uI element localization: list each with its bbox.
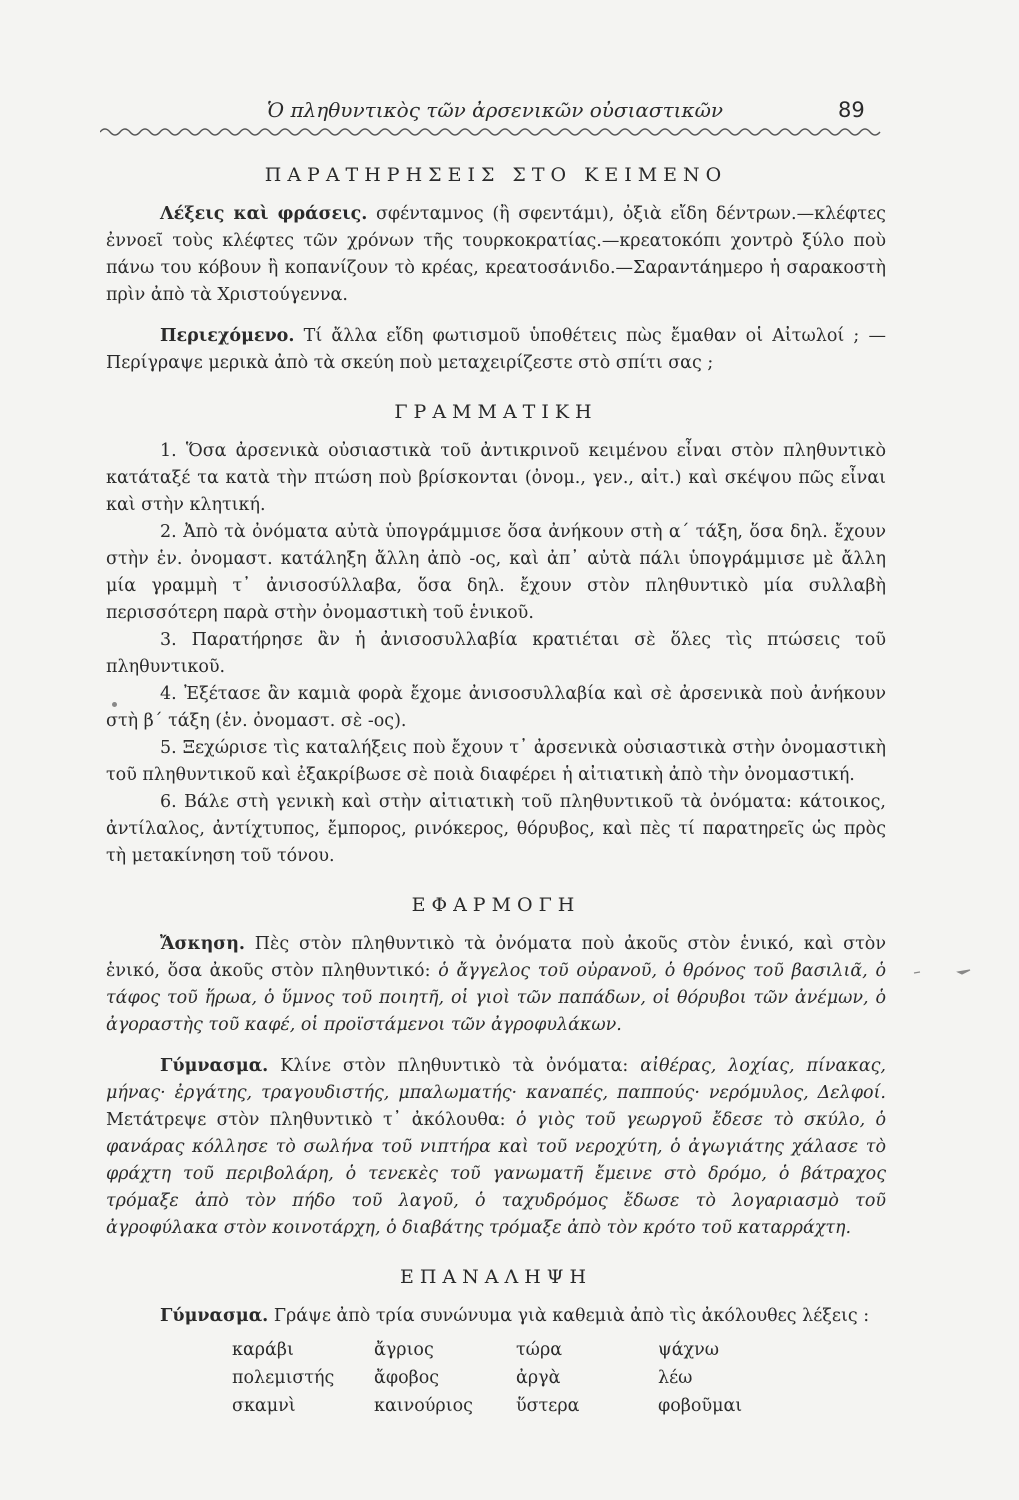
wavy-rule-divider (100, 126, 885, 138)
periexomeno-label: Περιεχόμενο. (160, 326, 295, 346)
gymnasma-words: αἰθέρας, λοχίας, πίνακας, μήνας· ἐργάτης, τραγουδιστής, μπαλωματής· καναπές, παππούς· νερόμυλος, Δελφοί. (106, 1056, 886, 1103)
synonyms-word-table (232, 1336, 800, 1420)
askisi-paragraph (106, 931, 886, 1039)
page-number: 89 (838, 98, 865, 122)
section-heading-epanalipsi: ΕΠΑΝΑΛΗΨΗ (399, 1266, 593, 1288)
grammar-item: 1. Ὅσα ἀρσενικὰ οὐσιαστικὰ τοῦ ἀντικρινοῦ κειμένου εἶναι στὸν πληθυντικὸ κατάταξέ τα κατὰ τὴν πτώση ποὺ βρίσκονται (ὀνομ., γεν., αἰτ.) καὶ σκέψου πῶς εἶναι καὶ στὴν κλητική. (106, 441, 886, 515)
word-cell: ἄφοβος (374, 1368, 440, 1388)
gymnasma-text: Κλίνε στὸν πληθυντικὸ τὰ ὀνόματα: (280, 1056, 629, 1076)
word-cell: τώρα (516, 1340, 563, 1360)
periexomeno-text: Τί ἄλλα εἴδη φωτισμοῦ ὑποθέτεις πὼς ἔμαθαν οἱ Αἰτωλοί ; —Περίγραψε μερικὰ ἀπὸ τὰ σκεύη ποὺ μεταχειρίζεστε στὸ σπίτι σας ; (106, 326, 886, 373)
running-title: Ὁ πληθυντικὸς τῶν ἀρσενικῶν οὐσιαστικῶν (266, 98, 724, 122)
lexeis-paragraph (106, 201, 886, 309)
print-speck-mark (112, 702, 117, 707)
word-row (232, 1364, 800, 1392)
epanalipsi-gymnasma-label: Γύμνασμα. (160, 1306, 269, 1326)
word-row (232, 1392, 800, 1420)
grammar-item: 5. Ξεχώρισε τὶς καταλήξεις ποὺ ἔχουν τ᾽ ἀρσενικὰ οὐσιαστικὰ στὴν ὀνομαστικὴ τοῦ πληθυντικοῦ καὶ ἐξακρίβωσε σὲ ποιὰ διαφέρει ἡ αἰτιατικὴ ἀπὸ τὴν ὀνομαστική. (106, 738, 886, 785)
margin-speck-mark (912, 968, 972, 976)
word-cell: ἄγριος (374, 1340, 434, 1360)
section-heading-grammatiki: ΓΡΑΜΜΑΤΙΚΗ (394, 401, 598, 423)
grammar-item: 2. Ἀπὸ τὰ ὀνόματα αὐτὰ ὑπογράμμισε ὅσα ἀνήκουν στὴ α΄ τάξη, ὅσα δηλ. ἔχουν στὴν ἑν. ὀνομαστ. κατάληξη ἄλλη ἀπὸ -ος, καὶ ἀπ᾽ αὐτὰ πάλι ὑπογράμμισε μὲ ἄλλη μία γραμμὴ τ᾽ ἀνισοσύλλαβα, ὅσα δηλ. ἔχουν στὸν πληθυντικὸ μία συλλαβὴ περισσότερη παρὰ στὴν ὀνομαστικὴ τοῦ ἑνικοῦ. (106, 522, 886, 623)
gymnasma-label: Γύμνασμα. (160, 1056, 269, 1076)
word-row (232, 1336, 800, 1364)
word-cell: ψάχνω (658, 1340, 720, 1360)
askisi-label: Ἄσκηση. (160, 934, 246, 954)
word-cell: λέω (658, 1368, 693, 1388)
section-heading-paratiriseis: ΠΑΡΑΤΗΡΗΣΕΙΣ ΣΤΟ ΚΕΙΜΕΝΟ (264, 164, 728, 186)
word-cell: καινούριος (374, 1396, 473, 1416)
word-cell: ἀργὰ (516, 1368, 561, 1388)
askisi-examples: ὁ ἄγγελος τοῦ οὐρανοῦ, ὁ θρόνος τοῦ βασιλιᾶ, ὁ τάφος τοῦ ἥρωα, ὁ ὕμνος τοῦ ποιητῆ, οἱ γιοὶ τῶν παπάδων, οἱ θόρυβοι τῶν ἀνέμων, ὁ ἀγοραστὴς τοῦ καφέ, οἱ προϊστάμενοι τῶν ἀγροφυλάκων. (106, 961, 886, 1035)
epanalipsi-gymnasma-text: Γράψε ἀπὸ τρία συνώνυμα γιὰ καθεμιὰ ἀπὸ τὶς ἀκόλουθες λέξεις : (273, 1306, 870, 1326)
metatrepse-examples: ὁ γιὸς τοῦ γεωργοῦ ἔδεσε τὸ σκύλο, ὁ φανάρας κόλλησε τὸ σωλήνα τοῦ νιπτήρα καὶ τοῦ νεροχύτη, ὁ ἀγωγιάτης χάλασε τὸ φράχτη τοῦ περιβολάρη, ὁ τενεκὲς τοῦ γανωματῆ ἔμεινε στὸ δρόμο, ὁ βάτραχος τρόμαξε ἀπὸ τὸν πήδο τοῦ λαγοῦ, ὁ ταχυδρόμος ἔδωσε τὸ λογαριασμὸ τοῦ ἀγροφύλακα στὸν κοινοτάρχη, ὁ διαβάτης τρόμαξε ἀπὸ τὸν κρότο τοῦ καταρράχτη. (106, 1110, 887, 1238)
word-cell: φοβοῦμαι (658, 1396, 743, 1416)
gymnasma-paragraph (106, 1053, 886, 1242)
lexeis-label: Λέξεις καὶ φράσεις. (160, 204, 368, 224)
word-cell: σκαμνὶ (232, 1396, 296, 1416)
grammar-item: 6. Βάλε στὴ γενικὴ καὶ στὴν αἰτιατικὴ τοῦ πληθυντικοῦ τὰ ὀνόματα: κάτοικος, ἀντίλαλος, ἀντίχτυπος, ἔμπορος, ρινόκερος, θόρυβος, καὶ πὲς τί παρατηρεῖς ὡς πρὸς τὴ μετακίνηση τοῦ τόνου. (106, 792, 886, 866)
section-heading-efarmogi: ΕΦΑΡΜΟΓΗ (411, 894, 581, 916)
metatrepse-text: Μετάτρεψε στὸν πληθυντικὸ τ᾽ ἀκόλουθα: (106, 1110, 506, 1130)
periexomeno-paragraph (106, 323, 886, 377)
word-cell: καράβι (232, 1340, 294, 1360)
lexeis-text: σφένταμνος (ἢ σφεντάμι), ὀξιὰ εἴδη δέντρων.—κλέφτες ἐννοεῖ τοὺς κλέφτες τῶν χρόνων τῆς τουρκοκρατίας.—κρεατοκόπι χοντρὸ ξύλο ποὺ πάνω του κόβουν ἢ κοπανίζουν τὸ κρέας, κρεατοσάνιδο.—Σαραντάημερο ἡ σαρακοστὴ πρὶν ἀπὸ τὰ Χριστούγεννα. (106, 204, 886, 305)
page-content (106, 162, 886, 1420)
grammar-item: 3. Παρατήρησε ἂν ἡ ἀνισοσυλλαβία κρατιέται σὲ ὅλες τὶς πτώσεις τοῦ πληθυντικοῦ. (106, 630, 886, 677)
grammar-item: 4. Ἐξέτασε ἂν καμιὰ φορὰ ἔχομε ἀνισοσυλλαβία καὶ σὲ ἀρσενικὰ ποὺ ἀνήκουν στὴ β΄ τάξη (ἑν. ὀνομαστ. σὲ -ος). (106, 684, 886, 731)
word-cell: ὕστερα (516, 1396, 580, 1416)
word-cell: πολεμιστής (232, 1368, 335, 1388)
epanalipsi-paragraph (106, 1303, 886, 1330)
askisi-text: Πὲς στὸν πληθυντικὸ τὰ ὀνόματα ποὺ ἀκοῦς στὸν ἑνικό, καὶ στὸν ἑνικό, ὅσα ἀκοῦς στὸν πληθυντικό: (106, 934, 886, 981)
